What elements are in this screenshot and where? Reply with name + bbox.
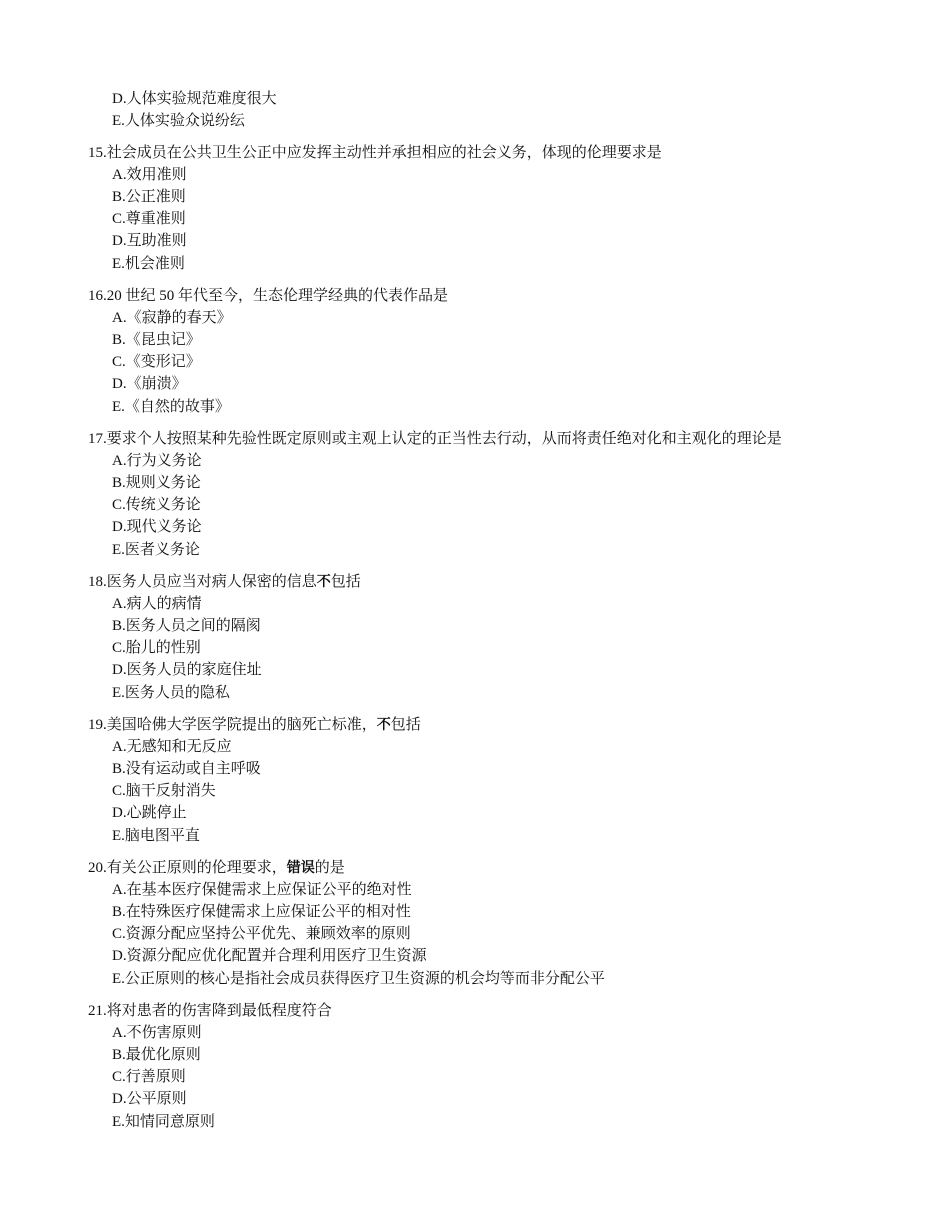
option-16-e: E.《自然的故事》 — [112, 399, 230, 415]
question-number: 15. — [88, 145, 107, 161]
option-14-d: D.人体实验规范难度很大 — [112, 91, 277, 107]
question-text-tail: 的是 — [314, 860, 345, 876]
option-15-a: A.效用准则 — [112, 167, 187, 183]
option-20-e: E.公正原则的核心是指社会成员获得医疗卫生资源的机会均等而非分配公平 — [112, 971, 605, 987]
option-15-c: C.尊重准则 — [112, 211, 186, 227]
emphasis-not: 不 — [316, 574, 331, 590]
option-19-e: E.脑电图平直 — [112, 828, 200, 844]
option-15-b: B.公正准则 — [112, 189, 186, 205]
option-17-a: A.行为义务论 — [112, 453, 202, 469]
question-18-stem — [88, 572, 361, 592]
question-21-stem — [88, 1001, 332, 1021]
emphasis-wrong: 错误 — [286, 860, 315, 876]
question-text: 将对患者的伤害降到最低程度符合 — [106, 1003, 332, 1019]
option-18-a: A.病人的病情 — [112, 596, 202, 612]
option-16-b: B.《昆虫记》 — [112, 332, 201, 348]
question-19-stem — [88, 715, 421, 735]
option-19-a: A.无感知和无反应 — [112, 739, 232, 755]
option-21-c: C.行善原则 — [112, 1069, 186, 1085]
question-number: 16. — [88, 288, 107, 304]
question-text: 美国哈佛大学医学院提出的脑死亡标准， — [106, 717, 377, 733]
option-14-e: E.人体实验众说纷纭 — [112, 113, 245, 129]
question-text-tail: 包括 — [390, 717, 421, 733]
option-16-c: C.《变形记》 — [112, 354, 201, 370]
option-21-b: B.最优化原则 — [112, 1047, 201, 1063]
question-text: 要求个人按照某种先验性既定原则或主观上认定的正当性去行动，从而将责任绝对化和主观化的理论是 — [106, 431, 782, 447]
option-16-d: D.《崩溃》 — [112, 376, 187, 392]
question-text: 有关公正原则的伦理要求， — [106, 860, 287, 876]
option-15-d: D.互助准则 — [112, 233, 187, 249]
emphasis-not: 不 — [376, 717, 391, 733]
option-21-a: A.不伤害原则 — [112, 1025, 202, 1041]
option-21-d: D.公平原则 — [112, 1091, 187, 1107]
question-number: 21. — [88, 1003, 107, 1019]
option-17-e: E.医者义务论 — [112, 542, 200, 558]
option-15-e: E.机会准则 — [112, 256, 185, 272]
question-number: 20. — [88, 860, 107, 876]
option-20-d: D.资源分配应优化配置并合理利用医疗卫生资源 — [112, 948, 427, 964]
question-17-stem — [88, 429, 782, 449]
option-17-c: C.传统义务论 — [112, 497, 201, 513]
question-16-stem — [88, 286, 448, 306]
option-19-b: B.没有运动或自主呼吸 — [112, 761, 261, 777]
option-20-c: C.资源分配应坚持公平优先、兼顾效率的原则 — [112, 926, 411, 942]
question-number: 19. — [88, 717, 107, 733]
option-20-b: B.在特殊医疗保健需求上应保证公平的相对性 — [112, 904, 411, 920]
question-text: 医务人员应当对病人保密的信息 — [106, 574, 317, 590]
option-18-d: D.医务人员的家庭住址 — [112, 662, 262, 678]
option-16-a: A.《寂静的春天》 — [112, 310, 232, 326]
option-18-c: C.胎儿的性别 — [112, 640, 201, 656]
option-17-d: D.现代义务论 — [112, 519, 202, 535]
question-text: 20 世纪 50 年代至今，生态伦理学经典的代表作品是 — [106, 288, 449, 304]
option-20-a: A.在基本医疗保健需求上应保证公平的绝对性 — [112, 882, 412, 898]
question-20-stem — [88, 858, 345, 878]
option-19-c: C.脑干反射消失 — [112, 783, 216, 799]
question-15-stem — [88, 143, 662, 163]
option-21-e: E.知情同意原则 — [112, 1114, 215, 1130]
option-19-d: D.心跳停止 — [112, 805, 187, 821]
question-number: 18. — [88, 574, 107, 590]
question-text-tail: 包括 — [330, 574, 361, 590]
option-18-e: E.医务人员的隐私 — [112, 685, 230, 701]
question-text: 社会成员在公共卫生公正中应发挥主动性并承担相应的社会义务，体现的伦理要求是 — [106, 145, 662, 161]
option-18-b: B.医务人员之间的隔阂 — [112, 618, 261, 634]
option-17-b: B.规则义务论 — [112, 475, 201, 491]
question-number: 17. — [88, 431, 107, 447]
